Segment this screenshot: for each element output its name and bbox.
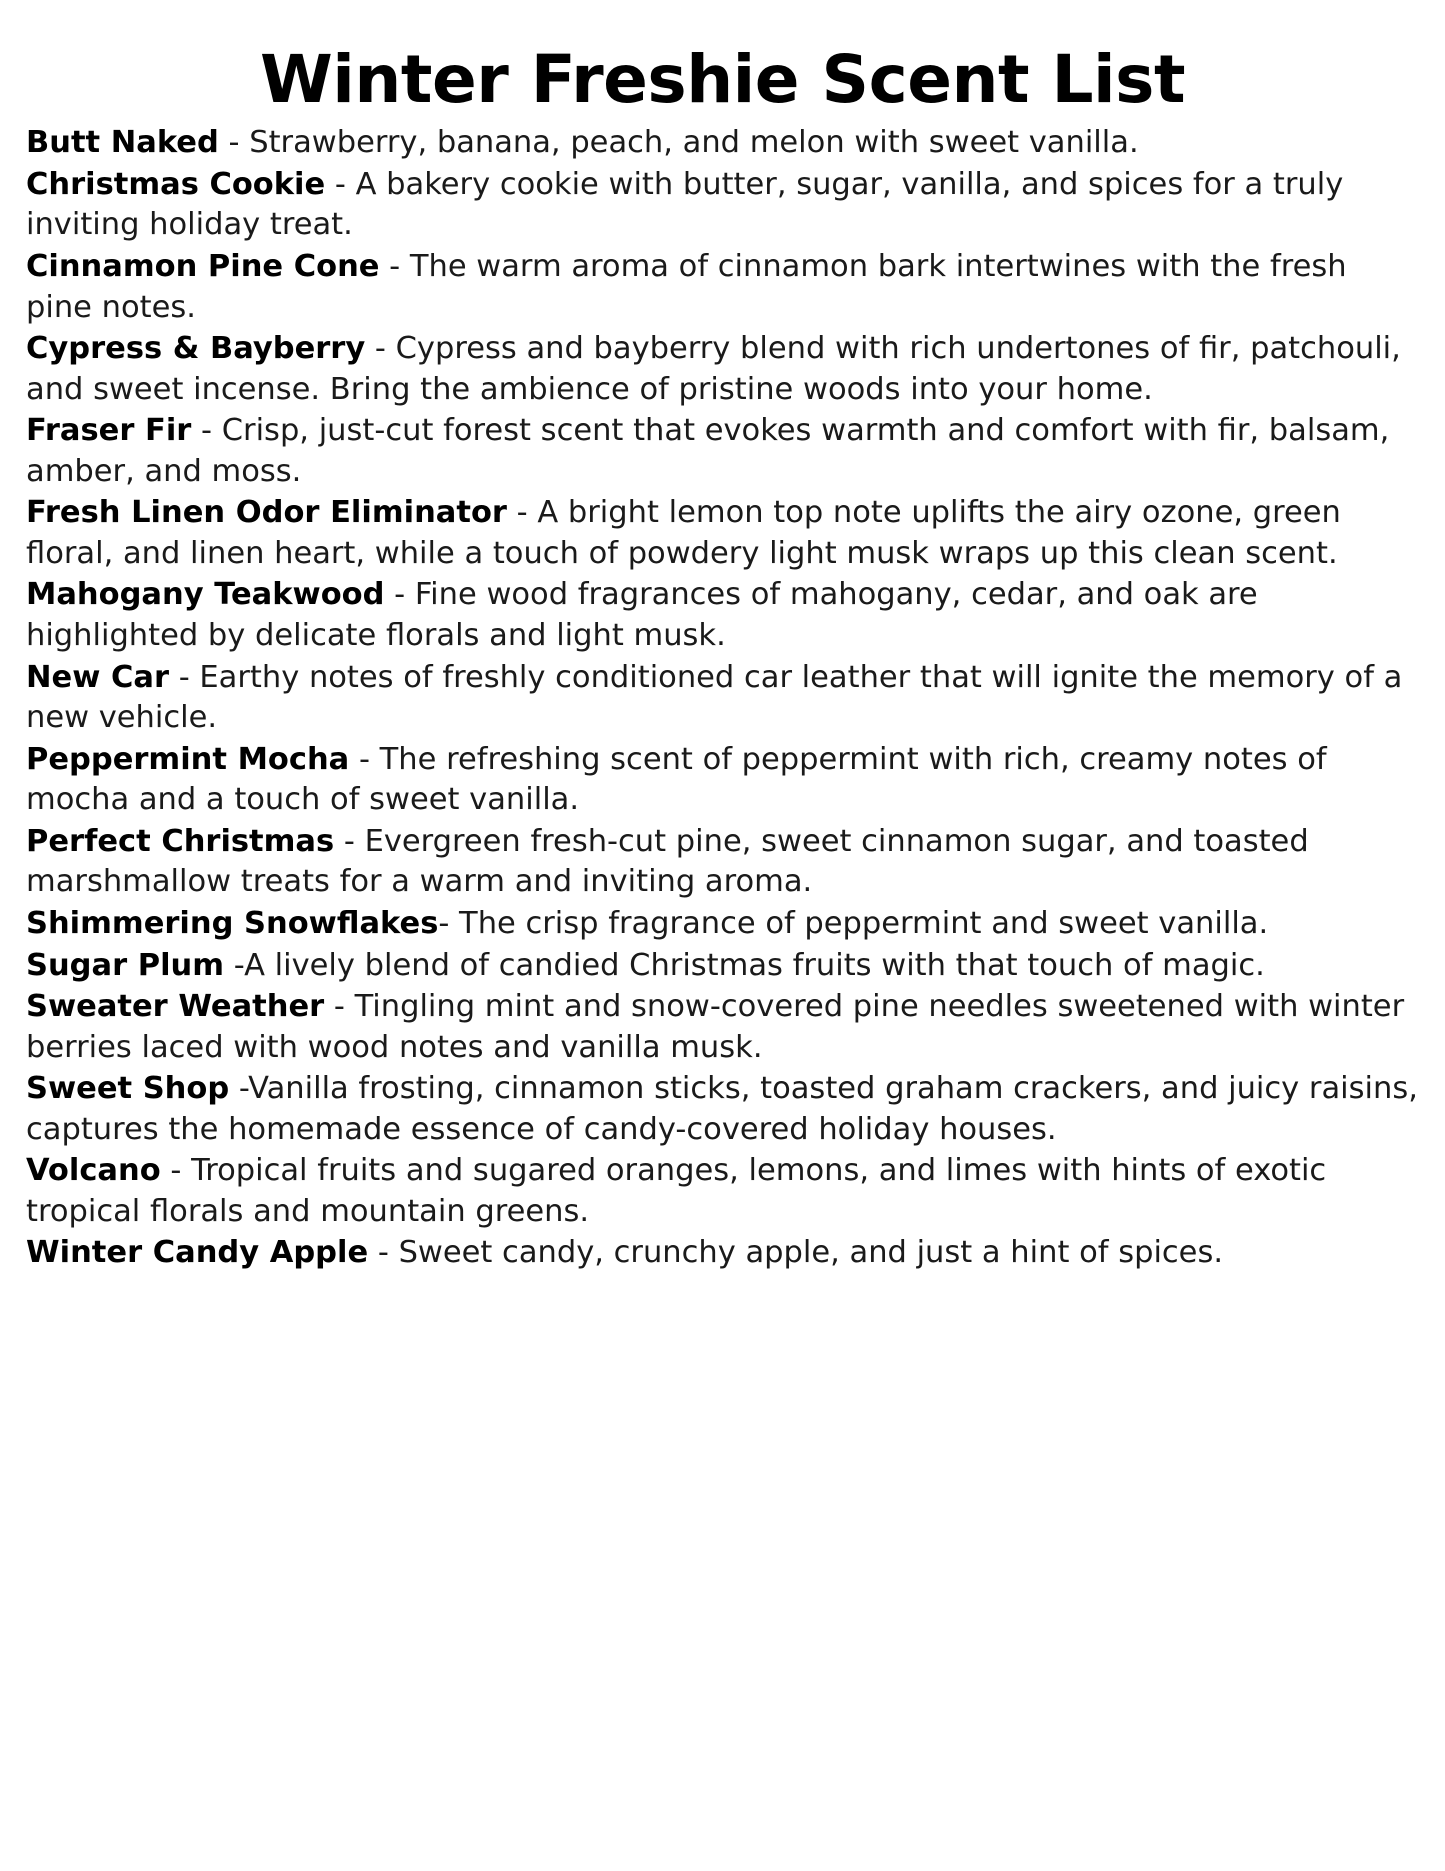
scent-description: - Fine wood fragrances of mahogany, cedar, and oak are highlighted by delicate florals and light musk.	[26, 577, 1258, 654]
scent-name: Sugar Plum	[26, 947, 225, 983]
scent-description: - The crisp fragrance of peppermint and sweet vanilla.	[438, 905, 1269, 941]
list-item	[26, 247, 1419, 328]
scent-name: Peppermint Mocha	[26, 741, 350, 777]
list-item	[26, 904, 1419, 945]
scent-description: - A bright lemon top note uplifts the airy ozone, green floral, and linen heart, while a touch of powdery light musk wraps up this clean scent.	[26, 495, 1341, 571]
scent-description: - The warm aroma of cinnamon bark intertwines with the fresh pine notes.	[26, 248, 1347, 325]
scent-description: - Strawberry, banana, peach, and melon with sweet vanilla.	[218, 125, 1139, 161]
list-item	[26, 1151, 1419, 1232]
scent-name: Butt Naked	[26, 125, 219, 161]
scent-description: - A bakery cookie with butter, sugar, vanilla, and spices for a truly inviting holiday treat.	[26, 166, 1344, 243]
scent-description: - The refreshing scent of peppermint with rich, creamy notes of mocha and a touch of sweet vanilla.	[26, 741, 1327, 818]
list-item	[26, 822, 1419, 903]
list-item	[26, 946, 1419, 987]
list-item	[26, 411, 1419, 492]
list-item	[26, 493, 1419, 574]
scent-description: - Earthy notes of freshly conditioned car leather that will ignite the memory of a new vehicle.	[26, 659, 1403, 736]
scent-list	[26, 123, 1419, 1274]
scent-description: - Evergreen fresh-cut pine, sweet cinnamon sugar, and toasted marshmallow treats for a warm and inviting aroma.	[26, 823, 1309, 900]
scent-name: Winter Candy Apple	[26, 1235, 369, 1271]
scent-name: Fraser Fir	[26, 413, 192, 449]
page-title: Winter Freshie Scent List	[259, 41, 1185, 118]
scent-description: - Cypress and bayberry blend with rich undertones of fir, patchouli, and sweet incense. Bring the ambience of pristine woods into your home.	[26, 331, 1401, 407]
scent-name: Cypress & Bayberry	[26, 331, 366, 367]
list-item	[26, 329, 1419, 410]
scent-name: Mahogany Teakwood	[26, 577, 385, 613]
scent-name: New Car	[26, 659, 170, 695]
list-item	[26, 1069, 1419, 1150]
list-item	[26, 123, 1419, 164]
list-item	[26, 987, 1419, 1068]
scent-description: - Sweet candy, crunchy apple, and just a hint of spices.	[368, 1235, 1224, 1271]
scent-name: Shimmering Snowflakes	[26, 905, 439, 941]
list-item	[26, 1233, 1419, 1274]
scent-name: Sweater Weather	[26, 989, 325, 1025]
scent-name: Perfect Christmas	[26, 823, 335, 859]
scent-description: - Tropical fruits and sugared oranges, lemons, and limes with hints of exotic tropical florals and mountain greens.	[26, 1153, 1327, 1229]
list-item	[26, 575, 1419, 656]
scent-description: -A lively blend of candied Christmas fruits with that touch of magic.	[224, 947, 1265, 983]
scent-name: Volcano	[26, 1153, 161, 1189]
scent-description: - Crisp, just-cut forest scent that evokes warmth and comfort with fir, balsam, amber, and moss.	[26, 413, 1390, 489]
list-item	[26, 165, 1419, 246]
scent-name: Fresh Linen Odor Eliminator	[26, 495, 507, 531]
scent-name: Christmas Cookie	[26, 166, 326, 202]
scent-description: - Tingling mint and snow-covered pine needles sweetened with winter berries laced with wood notes and vanilla musk.	[26, 989, 1405, 1065]
list-item	[26, 658, 1419, 739]
scent-name: Sweet Shop	[26, 1071, 230, 1107]
list-item	[26, 740, 1419, 821]
scent-description: -Vanilla frosting, cinnamon sticks, toasted graham crackers, and juicy raisins, captures the homemade essence of candy-covered holiday houses.	[26, 1071, 1418, 1147]
scent-name: Cinnamon Pine Cone	[26, 248, 380, 284]
